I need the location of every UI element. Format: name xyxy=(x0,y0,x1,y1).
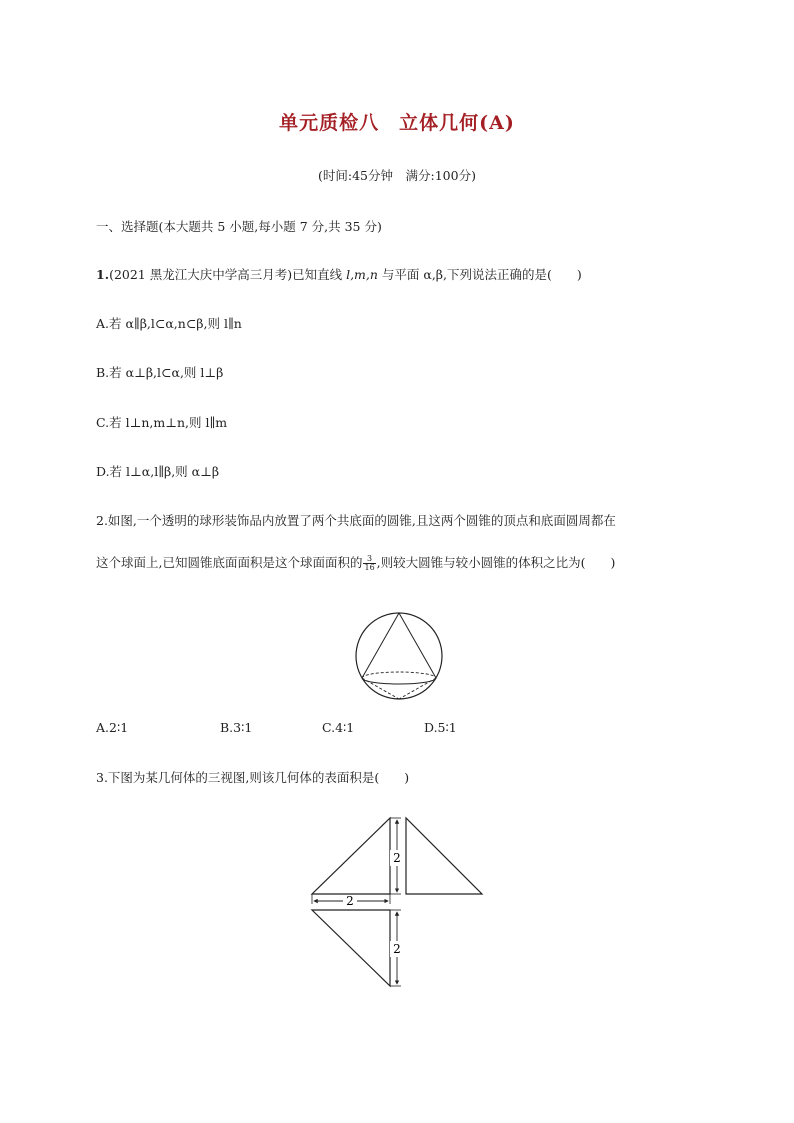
base-circle-back xyxy=(362,672,436,678)
question-1-option-a: A.若 α∥β,l⊂α,n⊂β,则 l∥n xyxy=(96,316,242,331)
question-2-text-b: ,则较大圆锥与较小圆锥的体积之比为( ) xyxy=(376,555,616,570)
question-2-option-a: A.2∶1 xyxy=(96,720,129,735)
area-ratio-fraction xyxy=(363,555,375,572)
fraction-denominator: 16 xyxy=(364,563,375,572)
top-view-triangle xyxy=(312,910,390,986)
side-view-triangle xyxy=(406,818,482,894)
question-1-option-c: C.若 l⊥n,m⊥n,则 l∥m xyxy=(96,415,228,430)
question-2-option-c: C.4∶1 xyxy=(322,720,355,735)
question-3-stem: 3.下图为某几何体的三视图,则该几何体的表面积是( ) xyxy=(96,770,410,785)
small-cone-left-edge xyxy=(362,678,399,699)
section-heading: 一、选择题(本大题共 5 小题,每小题 7 分,共 35 分) xyxy=(96,219,382,234)
question-1-vars: l,m,n xyxy=(346,267,378,282)
sphere-cones-figure xyxy=(354,608,444,704)
question-1-text-a: (2021 黑龙江大庆中学高三月考)已知直线 xyxy=(109,267,347,282)
question-2-stem-line1: 2.如图,一个透明的球形装饰品内放置了两个共底面的圆锥,且这两个圆锥的顶点和底面圆周都在 xyxy=(96,513,616,528)
question-1-text-b: 与平面 α,β,下列说法正确的是( ) xyxy=(377,267,582,282)
question-2-stem-line2 xyxy=(96,554,615,572)
front-view-triangle xyxy=(312,818,390,894)
three-view-figure xyxy=(300,812,490,994)
fraction-numerator: 3 xyxy=(363,555,375,564)
question-2-option-d: D.5∶1 xyxy=(424,720,457,735)
page-title: 单元质检八 立体几何(A) xyxy=(279,112,515,134)
small-cone-right-edge xyxy=(399,678,436,699)
question-1-option-b: B.若 α⊥β,l⊂α,则 l⊥β xyxy=(96,365,224,380)
front-width-label: 2 xyxy=(346,894,354,908)
front-height-label: 2 xyxy=(393,851,401,865)
question-1-stem xyxy=(96,266,582,284)
large-cone-right-edge xyxy=(399,613,436,678)
exam-info: (时间:45分钟 满分:100分) xyxy=(318,168,476,183)
question-1-number: 1. xyxy=(96,267,110,282)
base-circle-front xyxy=(362,678,436,684)
sphere-outline xyxy=(356,613,442,699)
question-2-option-b: B.3∶1 xyxy=(220,720,253,735)
top-depth-label: 2 xyxy=(393,942,401,956)
large-cone-left-edge xyxy=(362,613,399,678)
question-1-option-d: D.若 l⊥α,l∥β,则 α⊥β xyxy=(96,464,220,479)
question-2-text-a: 这个球面上,已知圆锥底面面积是这个球面面积的 xyxy=(96,555,363,570)
